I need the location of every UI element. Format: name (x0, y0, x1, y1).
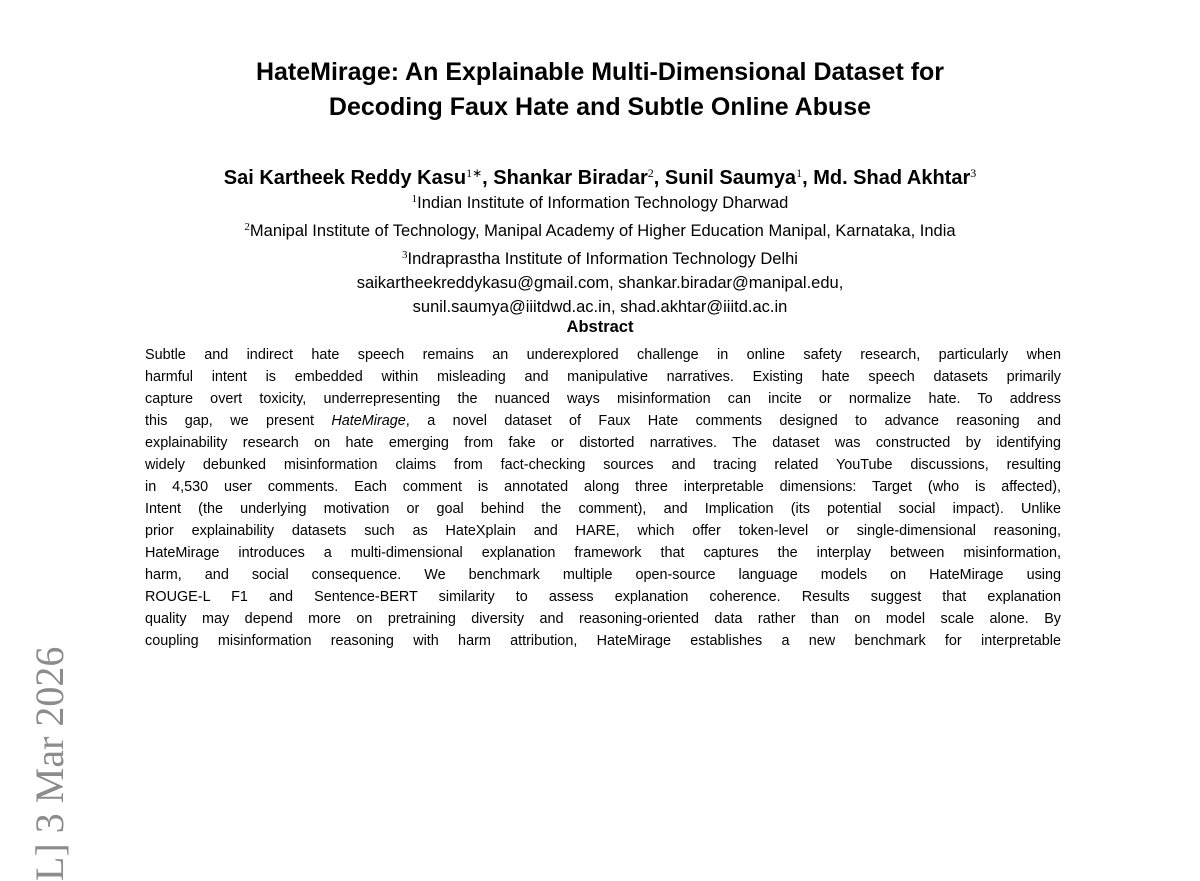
affiliation-block (0, 187, 1200, 319)
affiliation-text: Manipal Institute of Technology, Manipal Academy of Higher Education Manipal, Karnataka, India (249, 222, 956, 240)
author-name: Sunil Saumya (664, 167, 797, 189)
dataset-name-emphasis: HateMirage (331, 413, 406, 429)
author-mark: 2 (647, 166, 654, 180)
abstract-line-text: Intent (the underlying motivation or goal behind the comment), and Implication (its potential social impact). Unlike (145, 501, 1061, 517)
author-name: Shankar Biradar (493, 167, 648, 189)
abstract-line (145, 586, 1061, 608)
email-line: saikartheekreddykasu@gmail.com, shankar.biradar@manipal.edu, (356, 274, 844, 292)
abstract-line (145, 388, 1061, 410)
abstract-line (145, 344, 1061, 366)
abstract-line-text: in 4,530 user comments. Each comment is annotated along three interpretable dimensions: Target (who is affected), (145, 479, 1061, 495)
abstract-line-text: prior explainability datasets such as HateXplain and HARE, which offer token-level or single-dimensional reasoning, (145, 523, 1061, 539)
abstract-line-text: harmful intent is embedded within misleading and manipulative narratives. Existing hate speech datasets primarily (145, 369, 1061, 385)
abstract-line-text: explainability research on hate emerging from fake or distorted narratives. The dataset was constructed by identifying (145, 435, 1061, 451)
abstract-body (145, 344, 1061, 652)
abstract-line-text: widely debunked misinformation claims from fact-checking sources and tracing related YouTube discussions, resulting (145, 457, 1061, 473)
abstract-line-text: capture overt toxicity, underrepresenting the nuanced ways misinformation can incite or normalize hate. To address (145, 391, 1061, 407)
affiliation (0, 187, 1200, 215)
abstract-line-text: Subtle and indirect hate speech remains an underexplored challenge in online safety research, particularly when (145, 347, 1061, 363)
abstract-line (145, 520, 1061, 542)
email-line: sunil.saumya@iiitdwd.ac.in, shad.akhtar@iiitd.ac.in (412, 298, 788, 316)
abstract-line-text: ROUGE-L F1 and Sentence-BERT similarity to assess explanation coherence. Results suggest that explanation (145, 589, 1061, 605)
author-mark: 3 (970, 166, 977, 180)
abstract-line-text: this gap, we present HateMirage, a novel dataset of Faux Hate comments designed to advance reasoning and (145, 413, 1062, 429)
affiliation-mark: 2 (244, 221, 250, 233)
title-line-2: Decoding Faux Hate and Subtle Online Abuse (328, 93, 872, 121)
author-mark: 1 (796, 166, 803, 180)
abstract-line (145, 432, 1061, 454)
arxiv-stamp-text: L] 3 Mar 2026 (27, 646, 72, 881)
arxiv-side-stamp (26, 398, 76, 881)
abstract-heading: Abstract (566, 318, 634, 336)
abstract-line-text: harm, and social consequence. We benchmark multiple open-source language models on HateMirage using (145, 567, 1061, 583)
paper-title (0, 55, 1200, 125)
abstract-line (145, 410, 1061, 432)
affiliation-mark: 1 (411, 193, 418, 205)
abstract-line-text: quality may depend more on pretraining diversity and reasoning-oriented data rather than on model scale alone. By (145, 611, 1061, 627)
affiliation-mark: 3 (402, 249, 408, 261)
abstract-line (145, 366, 1061, 388)
abstract-line (145, 542, 1061, 564)
author-mark: 1∗ (466, 166, 483, 180)
title-line-1: HateMirage: An Explainable Multi-Dimensional Dataset for (255, 58, 945, 86)
abstract-line (145, 608, 1061, 630)
abstract-line-text: HateMirage introduces a multi-dimensional explanation framework that captures the interplay between misinformation, (145, 545, 1061, 561)
abstract-line (145, 454, 1061, 476)
affiliation (0, 215, 1200, 243)
affiliation-text: Indian Institute of Information Technology Dharwad (417, 194, 789, 212)
affiliation-text: Indraprastha Institute of Information Technology Delhi (407, 250, 798, 268)
author-list: Sai Kartheek Reddy Kasu$^{1∗}$, Shankar Biradar$^2$, Sunil Saumya$^1$, Md. Shad Akhtar$^3$ (223, 166, 977, 189)
abstract-line (145, 476, 1061, 498)
affiliation (0, 243, 1200, 271)
author-name: Sai Kartheek Reddy Kasu (223, 167, 467, 189)
abstract-line (145, 564, 1061, 586)
abstract-line-text: coupling misinformation reasoning with harm attribution, HateMirage establishes a new benchmark for interpretable (145, 633, 1061, 649)
abstract-line (145, 498, 1061, 520)
author-name: Md. Shad Akhtar (813, 167, 971, 189)
abstract-line (145, 630, 1061, 652)
